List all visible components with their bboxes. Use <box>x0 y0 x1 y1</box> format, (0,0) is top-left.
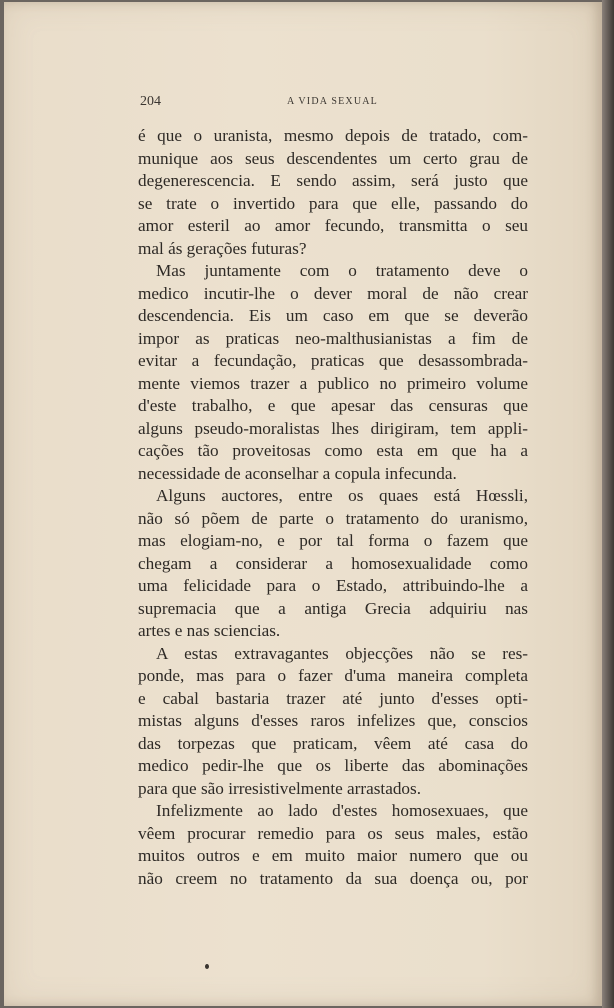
text-line: Infelizmente ao lado d'estes homosexuaes, que <box>156 801 528 820</box>
text-line: mente viemos trazer a publico no primeiro volume <box>138 373 528 393</box>
text-line: mal ás gerações futuras? <box>138 238 307 258</box>
text-line: mistas alguns d'esses raros infelizes que, conscios <box>138 711 528 730</box>
text-line: é que o uranista, mesmo depois de tratado, com- <box>138 126 528 145</box>
text-line: evitar a fecundação, praticas que desassombrada- <box>138 351 528 370</box>
text-line: amor esteril ao amor fecundo, transmitta o seu <box>138 216 528 235</box>
text-line: Alguns auctores, entre os quaes está Hœssli, <box>156 486 528 505</box>
text-line: vêem procurar remedio para os seus males, estão <box>138 823 528 843</box>
text-line: impor as praticas neo-malthusianistas a fim de <box>138 328 528 348</box>
text-line: ponde, mas para o fazer d'uma maneira completa <box>138 666 528 685</box>
text-line: chegam a considerar a homosexualidade como <box>138 553 528 573</box>
book-edge <box>602 0 614 1008</box>
text-line: supremacia que a antiga Grecia adquiriu nas <box>138 598 528 618</box>
text-line: artes e nas sciencias. <box>138 621 281 640</box>
text-line: uma felicidade para o Estado, attribuindo-lhe a <box>138 576 528 595</box>
text-line: d'este trabalho, e que apesar das censuras que <box>138 396 528 415</box>
text-line: medico incutir-lhe o dever moral de não crear <box>138 283 528 303</box>
text-line: se trate o invertido para que elle, passando do <box>138 193 528 213</box>
text-line: para que são irresistivelmente arrastados. <box>138 778 422 798</box>
text-line: necessidade de aconselhar a copula infecunda. <box>138 463 457 483</box>
signature-mark <box>205 964 209 969</box>
text-line: cações tão proveitosas como esta em que ha a <box>138 441 528 460</box>
text-line: não só põem de parte o tratamento do uranismo, <box>138 508 528 528</box>
book-page <box>4 2 602 1006</box>
text-line: das torpezas que praticam, vêem até casa do <box>138 733 528 753</box>
text-line: alguns pseudo-moralistas lhes dirigiram, tem appli- <box>138 418 528 438</box>
text-line: mas elogiam-no, e por tal forma o fazem que <box>138 531 528 550</box>
text-line: Mas juntamente com o tratamento deve o <box>156 261 528 280</box>
page-header <box>140 94 528 114</box>
text-line: A estas extravagantes objecções não se res- <box>156 643 528 663</box>
text-line: munique aos seus descendentes um certo grau de <box>138 148 528 168</box>
text-line: degenerescencia. E sendo assim, será justo que <box>138 171 528 190</box>
text-line: descendencia. Eis um caso em que se deverão <box>138 306 528 325</box>
body-text <box>138 125 528 890</box>
text-line: muitos outros e em muito maior numero que ou <box>138 846 528 865</box>
text-line: não creem no tratamento da sua doença ou, por <box>138 868 528 888</box>
text-line: medico pedir-lhe que os liberte das abominações <box>138 756 528 775</box>
page-number: 204 <box>140 94 161 109</box>
running-head: A VIDA SEXUAL <box>287 96 378 107</box>
text-line: e cabal bastaria trazer até junto d'esses opti- <box>138 688 528 708</box>
